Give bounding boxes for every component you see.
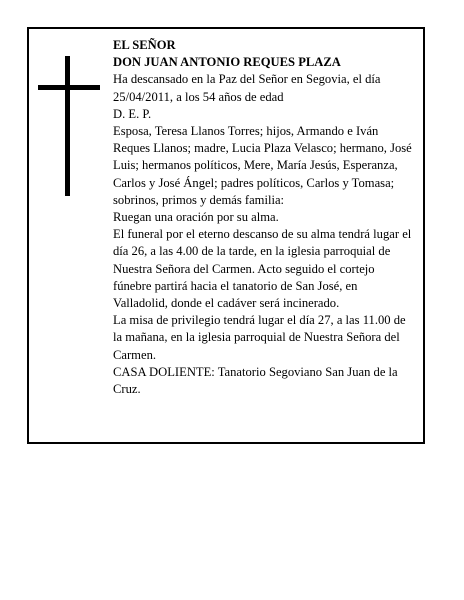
deceased-name: DON JUAN ANTONIO REQUES PLAZA xyxy=(113,55,341,70)
family-list: Esposa, Teresa Llanos Torres; hijos, Armando e Iván Reques Llanos; madre, Lucia Plaza Velasco; hermano, José Luis; hermanos políticos, Mere, María Jesús, Esperanza, Carlos y José Ángel; padres políticos, Carlos y Tomasa; sobrinos, primos y demás familia: xyxy=(113,124,412,207)
dep-abbreviation: D. E. P. xyxy=(113,106,152,121)
cross-icon xyxy=(38,56,100,196)
cross-vertical-bar xyxy=(65,56,70,196)
notice-heading: EL SEÑOR xyxy=(113,38,176,52)
death-announcement: Ha descansado en la Paz del Señor en Segovia, el día 25/04/2011, a los 54 años de edad xyxy=(113,72,381,104)
mourning-house: CASA DOLIENTE: Tanatorio Segoviano San Juan de la Cruz. xyxy=(113,364,398,397)
notice-text xyxy=(113,37,415,398)
mass-details: La misa de privilegio tendrá lugar el día 27, a las 11.00 de la mañana, en la iglesia parroquial de Nuestra Señora del Carmen. xyxy=(113,313,406,362)
cross-horizontal-bar xyxy=(38,85,100,90)
funeral-details: El funeral por el eterno descanso de su alma tendrá lugar el día 26, a las 4.00 de la tarde, en la iglesia parroquial de Nuestra Señora del Carmen. Acto seguido el cortejo fúnebre partirá hacia el tanatorio de San José, en Valladolid, donde el cadáver será incinerado. xyxy=(113,227,412,311)
prayer-request: Ruegan una oración por su alma. xyxy=(113,210,279,225)
